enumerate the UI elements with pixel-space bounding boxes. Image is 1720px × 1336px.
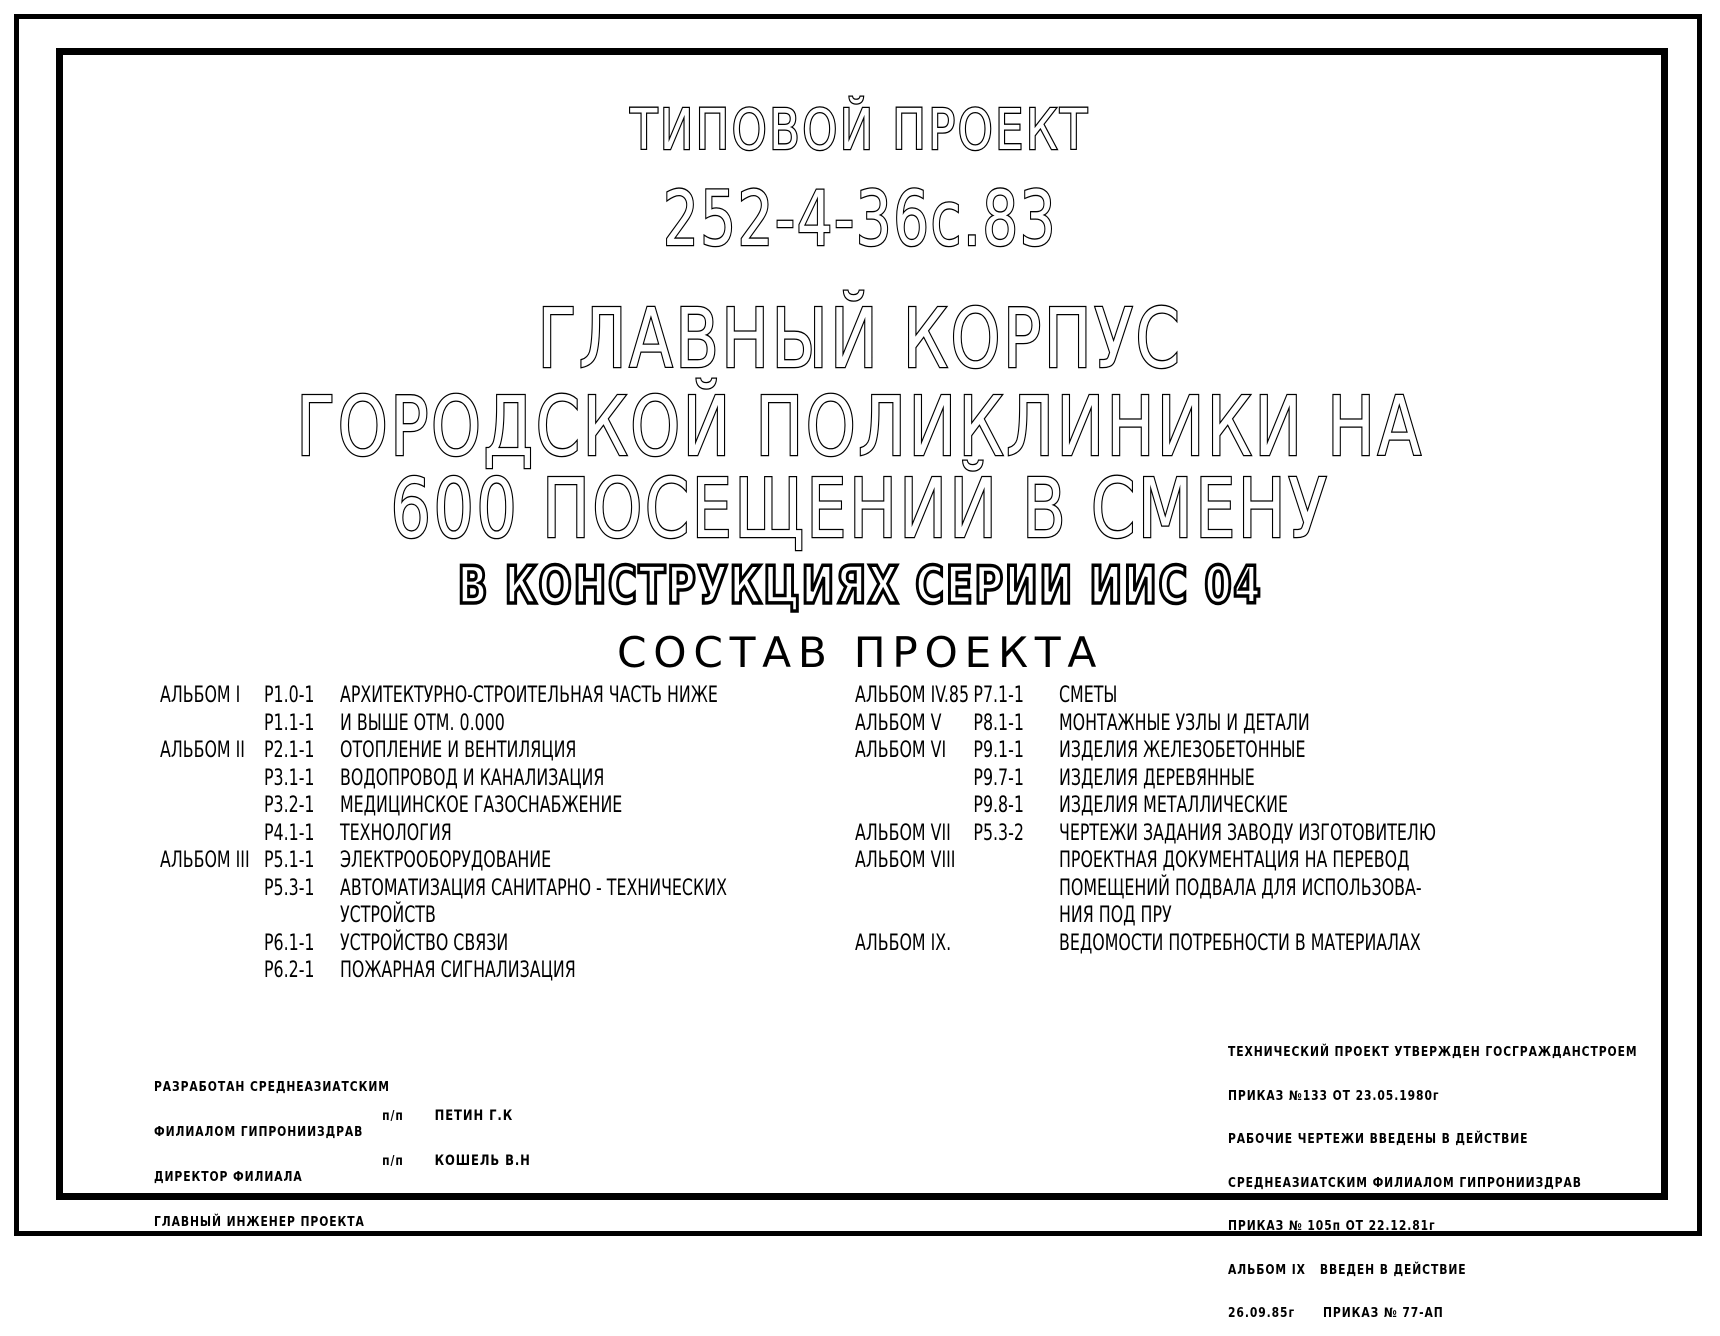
chief-engineer-name: КОШЕЛЬ В.Н xyxy=(434,1153,531,1169)
album-label: АЛЬБОМ VI xyxy=(855,738,947,763)
item-description: ИЗДЕЛИЯ МЕТАЛЛИЧЕСКИЕ xyxy=(1059,793,1288,818)
album-label: АЛЬБОМ IX. xyxy=(855,930,952,956)
series-subtitle: В КОНСТРУКЦИЯХ СЕРИИ ИИС 04 xyxy=(457,556,1263,616)
item-description: ПОЖАРНАЯ СИГНАЛИЗАЦИЯ xyxy=(340,958,576,983)
item-description: АРХИТЕКТУРНО-СТРОИТЕЛЬНАЯ ЧАСТЬ НИЖЕ xyxy=(340,683,718,708)
approval-line: ПРИКАЗ № 105п ОТ 22.12.81г xyxy=(1228,1219,1436,1234)
item-description: СМЕТЫ xyxy=(1059,683,1118,708)
approval-line: ТЕХНИЧЕСКИЙ ПРОЕКТ УТВЕРЖДЕН ГОСГРАЖДАНСТРОЕМ xyxy=(1228,1045,1638,1060)
approval-line: АЛЬБОМ IX ВВЕДЕН В ДЕЙСТВИЕ xyxy=(1228,1262,1467,1278)
approval-line: СРЕДНЕАЗИАТСКИМ ФИЛИАЛОМ ГИПРОНИИЗДРАВ xyxy=(1228,1175,1582,1191)
album-label: АЛЬБОМ I xyxy=(160,683,241,708)
album-label: АЛЬБОМ II xyxy=(160,738,245,763)
album-label: АЛЬБОМ IV.85 xyxy=(855,683,970,708)
item-description: МЕДИЦИНСКОЕ ГАЗОСНАБЖЕНИЕ xyxy=(340,793,623,818)
sheet-code: Р4.1-1 xyxy=(264,820,315,846)
sheet-code: Р5.3-2 xyxy=(973,820,1024,846)
item-description: ТЕХНОЛОГИЯ xyxy=(340,820,452,846)
sheet-code: Р9.8-1 xyxy=(973,793,1024,818)
sheet-code: Р3.1-1 xyxy=(264,765,315,791)
sheet-code: Р6.1-1 xyxy=(264,930,315,956)
signature-mark: п/п xyxy=(382,1109,404,1124)
sheet-code: Р9.1-1 xyxy=(973,738,1024,763)
title-line-2: ГОРОДСКОЙ ПОЛИКЛИНИКИ НА xyxy=(296,380,1424,475)
sheet-code: Р3.2-1 xyxy=(264,793,315,818)
album-label: АЛЬБОМ V xyxy=(855,710,942,736)
item-description: МОНТАЖНЫЕ УЗЛЫ И ДЕТАЛИ xyxy=(1059,710,1310,736)
item-description: И ВЫШЕ ОТМ. 0.000 xyxy=(340,710,505,736)
item-description: УСТРОЙСТВ xyxy=(340,903,436,928)
item-description: ВОДОПРОВОД И КАНАЛИЗАЦИЯ xyxy=(340,765,605,791)
album-label: АЛЬБОМ III xyxy=(160,848,250,873)
sheet-code: Р1.0-1 xyxy=(264,683,315,708)
item-description: ИЗДЕЛИЯ ЖЕЛЕЗОБЕТОННЫЕ xyxy=(1059,738,1306,763)
item-description: ВЕДОМОСТИ ПОТРЕБНОСТИ В МАТЕРИАЛАХ xyxy=(1059,930,1421,956)
title-line-3: 600 ПОСЕЩЕНИЙ В СМЕНУ xyxy=(390,462,1330,557)
approval-line: 26.09.85г ПРИКАЗ № 77-АП xyxy=(1228,1306,1444,1321)
title-line-1: ГЛАВНЫЙ КОРПУС xyxy=(537,292,1183,387)
project-code: 252-4-36с.83 xyxy=(662,174,1058,263)
item-description: ПОМЕЩЕНИЙ ПОДВАЛА ДЛЯ ИСПОЛЬЗОВА- xyxy=(1059,875,1422,901)
item-description: ЭЛЕКТРООБОРУДОВАНИЕ xyxy=(340,848,552,873)
item-description: ИЗДЕЛИЯ ДЕРЕВЯННЫЕ xyxy=(1059,765,1255,791)
item-description: ОТОПЛЕНИЕ И ВЕНТИЛЯЦИЯ xyxy=(340,738,577,763)
developer-block xyxy=(154,1050,531,1230)
signature-mark: п/п xyxy=(382,1154,404,1169)
developer-line: ГЛАВНЫЙ ИНЖЕНЕР ПРОЕКТА xyxy=(154,1215,365,1230)
section-heading: СОСТАВ ПРОЕКТА xyxy=(617,628,1103,677)
item-description: ПРОЕКТНАЯ ДОКУМЕНТАЦИЯ НА ПЕРЕВОД xyxy=(1059,848,1410,873)
sheet-code: Р5.1-1 xyxy=(264,848,315,873)
sheet-code: Р1.1-1 xyxy=(264,710,315,736)
developer-line: РАЗРАБОТАН СРЕДНЕАЗИАТСКИМ xyxy=(154,1080,390,1095)
approval-line: РАБОЧИЕ ЧЕРТЕЖИ ВВЕДЕНЫ В ДЕЙСТВИЕ xyxy=(1228,1132,1529,1147)
item-description: АВТОМАТИЗАЦИЯ САНИТАРНО - ТЕХНИЧЕСКИХ xyxy=(340,875,727,901)
album-label: АЛЬБОМ VIII xyxy=(855,848,956,873)
developer-line: ДИРЕКТОР ФИЛИАЛА xyxy=(154,1170,303,1185)
sheet-code: Р8.1-1 xyxy=(973,710,1024,736)
sheet-code: Р5.3-1 xyxy=(264,875,315,901)
project-type-heading: ТИПОВОЙ ПРОЕКТ xyxy=(630,98,1090,163)
approval-line: ПРИКАЗ №133 ОТ 23.05.1980г xyxy=(1228,1088,1440,1104)
approval-block xyxy=(1228,1017,1637,1336)
item-description: УСТРОЙСТВО СВЯЗИ xyxy=(340,930,509,956)
sheet-code: Р6.2-1 xyxy=(264,958,315,983)
sheet-code: Р2.1-1 xyxy=(264,738,315,763)
item-description: ЧЕРТЕЖИ ЗАДАНИЯ ЗАВОДУ ИЗГОТОВИТЕЛЮ xyxy=(1059,820,1436,846)
developer-line: ФИЛИАЛОМ ГИПРОНИИЗДРАВ xyxy=(154,1125,364,1140)
director-name: ПЕТИН Г.К xyxy=(434,1108,514,1124)
sheet-code: Р9.7-1 xyxy=(973,765,1024,791)
item-description: НИЯ ПОД ПРУ xyxy=(1059,903,1172,928)
sheet-code: Р7.1-1 xyxy=(973,683,1024,708)
album-label: АЛЬБОМ VII xyxy=(855,820,951,846)
